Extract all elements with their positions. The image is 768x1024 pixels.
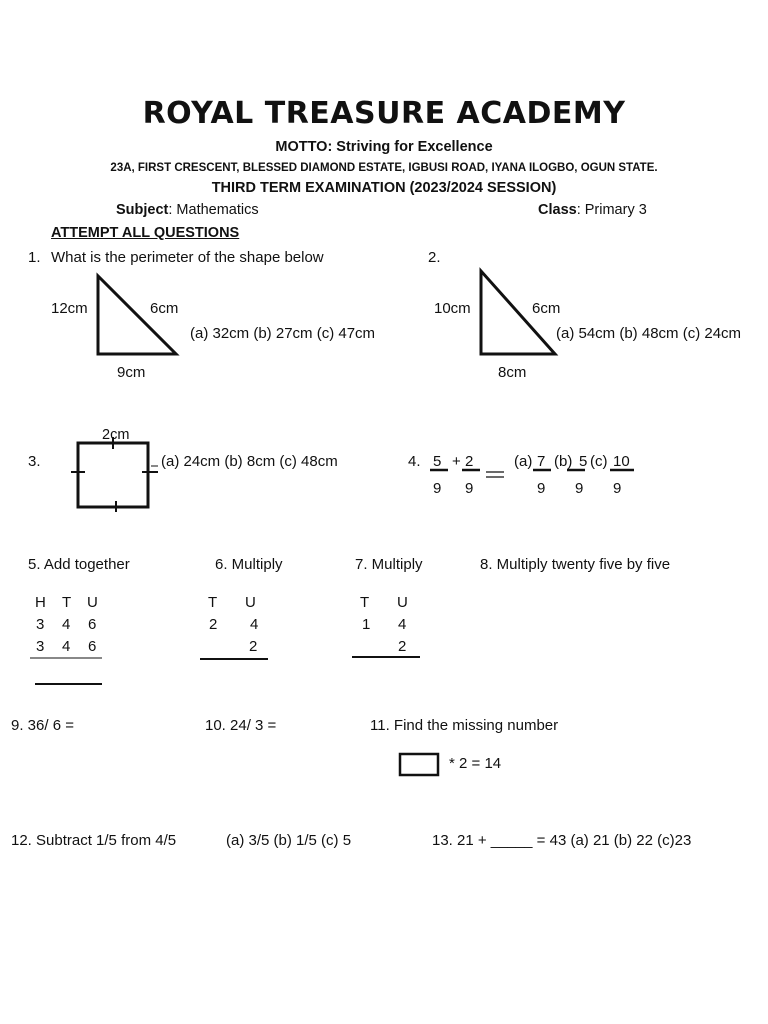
q4-opt-c-label: (c) bbox=[590, 453, 608, 470]
q4-frac2-num: 2 bbox=[465, 453, 474, 470]
q6-col-u: U bbox=[245, 594, 256, 611]
q2-side-bottom: 8cm bbox=[498, 364, 527, 381]
q6-r1-u: 4 bbox=[250, 616, 259, 633]
q4-number: 4. bbox=[408, 453, 421, 470]
q7-r1-t: 1 bbox=[362, 616, 371, 633]
q4-frac2-den: 9 bbox=[465, 480, 474, 497]
q4-frac1-num: 5 bbox=[433, 453, 442, 470]
q11-missing-box bbox=[400, 754, 438, 775]
q5-r2-u: 6 bbox=[88, 638, 97, 655]
q5-col-t: T bbox=[62, 594, 72, 611]
q4-frac1-den: 9 bbox=[433, 480, 442, 497]
q1-side-bottom: 9cm bbox=[117, 364, 146, 381]
subject-label: Subject bbox=[116, 202, 169, 218]
q5-r2-t: 4 bbox=[62, 638, 71, 655]
q9-label: 9. 36/ 6 = bbox=[11, 717, 74, 734]
q6-r2-u: 2 bbox=[249, 638, 258, 655]
q1-side-left: 12cm bbox=[51, 300, 88, 317]
q7-col-u: U bbox=[397, 594, 408, 611]
q5-col-h: H bbox=[35, 594, 46, 611]
q8-label: 8. Multiply twenty five by five bbox=[480, 556, 671, 573]
q10-label: 10. 24/ 3 = bbox=[205, 717, 277, 734]
q4-opt-c-num: 10 bbox=[613, 453, 630, 470]
instruction: ATTEMPT ALL QUESTIONS bbox=[51, 225, 240, 241]
q11-label: 11. Find the missing number bbox=[370, 717, 559, 734]
q4-opt-c-den: 9 bbox=[613, 480, 622, 497]
school-name: ROYAL TREASURE ACADEMY bbox=[142, 96, 626, 131]
q4-opt-a-den: 9 bbox=[537, 480, 546, 497]
q1-text: What is the perimeter of the shape below bbox=[51, 249, 324, 266]
q4-opt-a-label: (a) bbox=[514, 453, 533, 470]
q6-r1-t: 2 bbox=[209, 616, 218, 633]
q2-side-left: 10cm bbox=[434, 300, 471, 317]
q1-side-hyp: 6cm bbox=[150, 300, 179, 317]
q4-opt-b-label: (b) bbox=[554, 453, 573, 470]
q3-side-top: 2cm bbox=[102, 427, 130, 443]
q11-equation: * 2 = 14 bbox=[449, 755, 502, 772]
q2-side-hyp: 6cm bbox=[532, 300, 561, 317]
q5-col-u: U bbox=[87, 594, 98, 611]
q3-number: 3. bbox=[28, 453, 41, 470]
q1-options: (a) 32cm (b) 27cm (c) 47cm bbox=[190, 325, 376, 342]
q5-r2-h: 3 bbox=[36, 638, 45, 655]
q12-label: 12. Subtract 1/5 from 4/5 bbox=[11, 832, 177, 849]
q5-r1-u: 6 bbox=[88, 616, 97, 633]
subject-value: : Mathematics bbox=[168, 202, 259, 218]
class-value: : Primary 3 bbox=[576, 202, 647, 218]
q4-opt-a-num: 7 bbox=[537, 453, 546, 470]
q3-options: (a) 24cm (b) 8cm (c) 48cm bbox=[161, 453, 338, 470]
exam-title: THIRD TERM EXAMINATION (2023/2024 SESSION) bbox=[211, 180, 557, 196]
class-label: Class bbox=[538, 202, 577, 218]
q5-label: 5. Add together bbox=[28, 556, 130, 573]
q2-options: (a) 54cm (b) 48cm (c) 24cm bbox=[556, 325, 742, 342]
q6-label: 6. Multiply bbox=[215, 556, 283, 573]
q5-r1-h: 3 bbox=[36, 616, 45, 633]
q6-col-t: T bbox=[208, 594, 218, 611]
q7-r1-u: 4 bbox=[398, 616, 407, 633]
q4-opt-b-den: 9 bbox=[575, 480, 584, 497]
q1-number: 1. bbox=[28, 249, 41, 266]
q4-opt-b-num: 5 bbox=[579, 453, 588, 470]
q7-label: 7. Multiply bbox=[355, 556, 423, 573]
q2-number: 2. bbox=[428, 249, 441, 266]
q4-plus: + bbox=[452, 453, 461, 470]
q7-col-t: T bbox=[360, 594, 370, 611]
q13-label: 13. 21 + _____ = 43 (a) 21 (b) 22 (c)23 bbox=[432, 832, 692, 849]
q7-r2-u: 2 bbox=[398, 638, 407, 655]
q5-r1-t: 4 bbox=[62, 616, 71, 633]
motto: MOTTO: Striving for Excellence bbox=[275, 139, 493, 155]
q12-options: (a) 3/5 (b) 1/5 (c) 5 bbox=[226, 832, 352, 849]
school-address: 23A, FIRST CRESCENT, BLESSED DIAMOND ESTATE, IGBUSI ROAD, IYANA ILOGBO, OGUN STATE. bbox=[110, 162, 658, 174]
q3-square bbox=[78, 443, 148, 507]
